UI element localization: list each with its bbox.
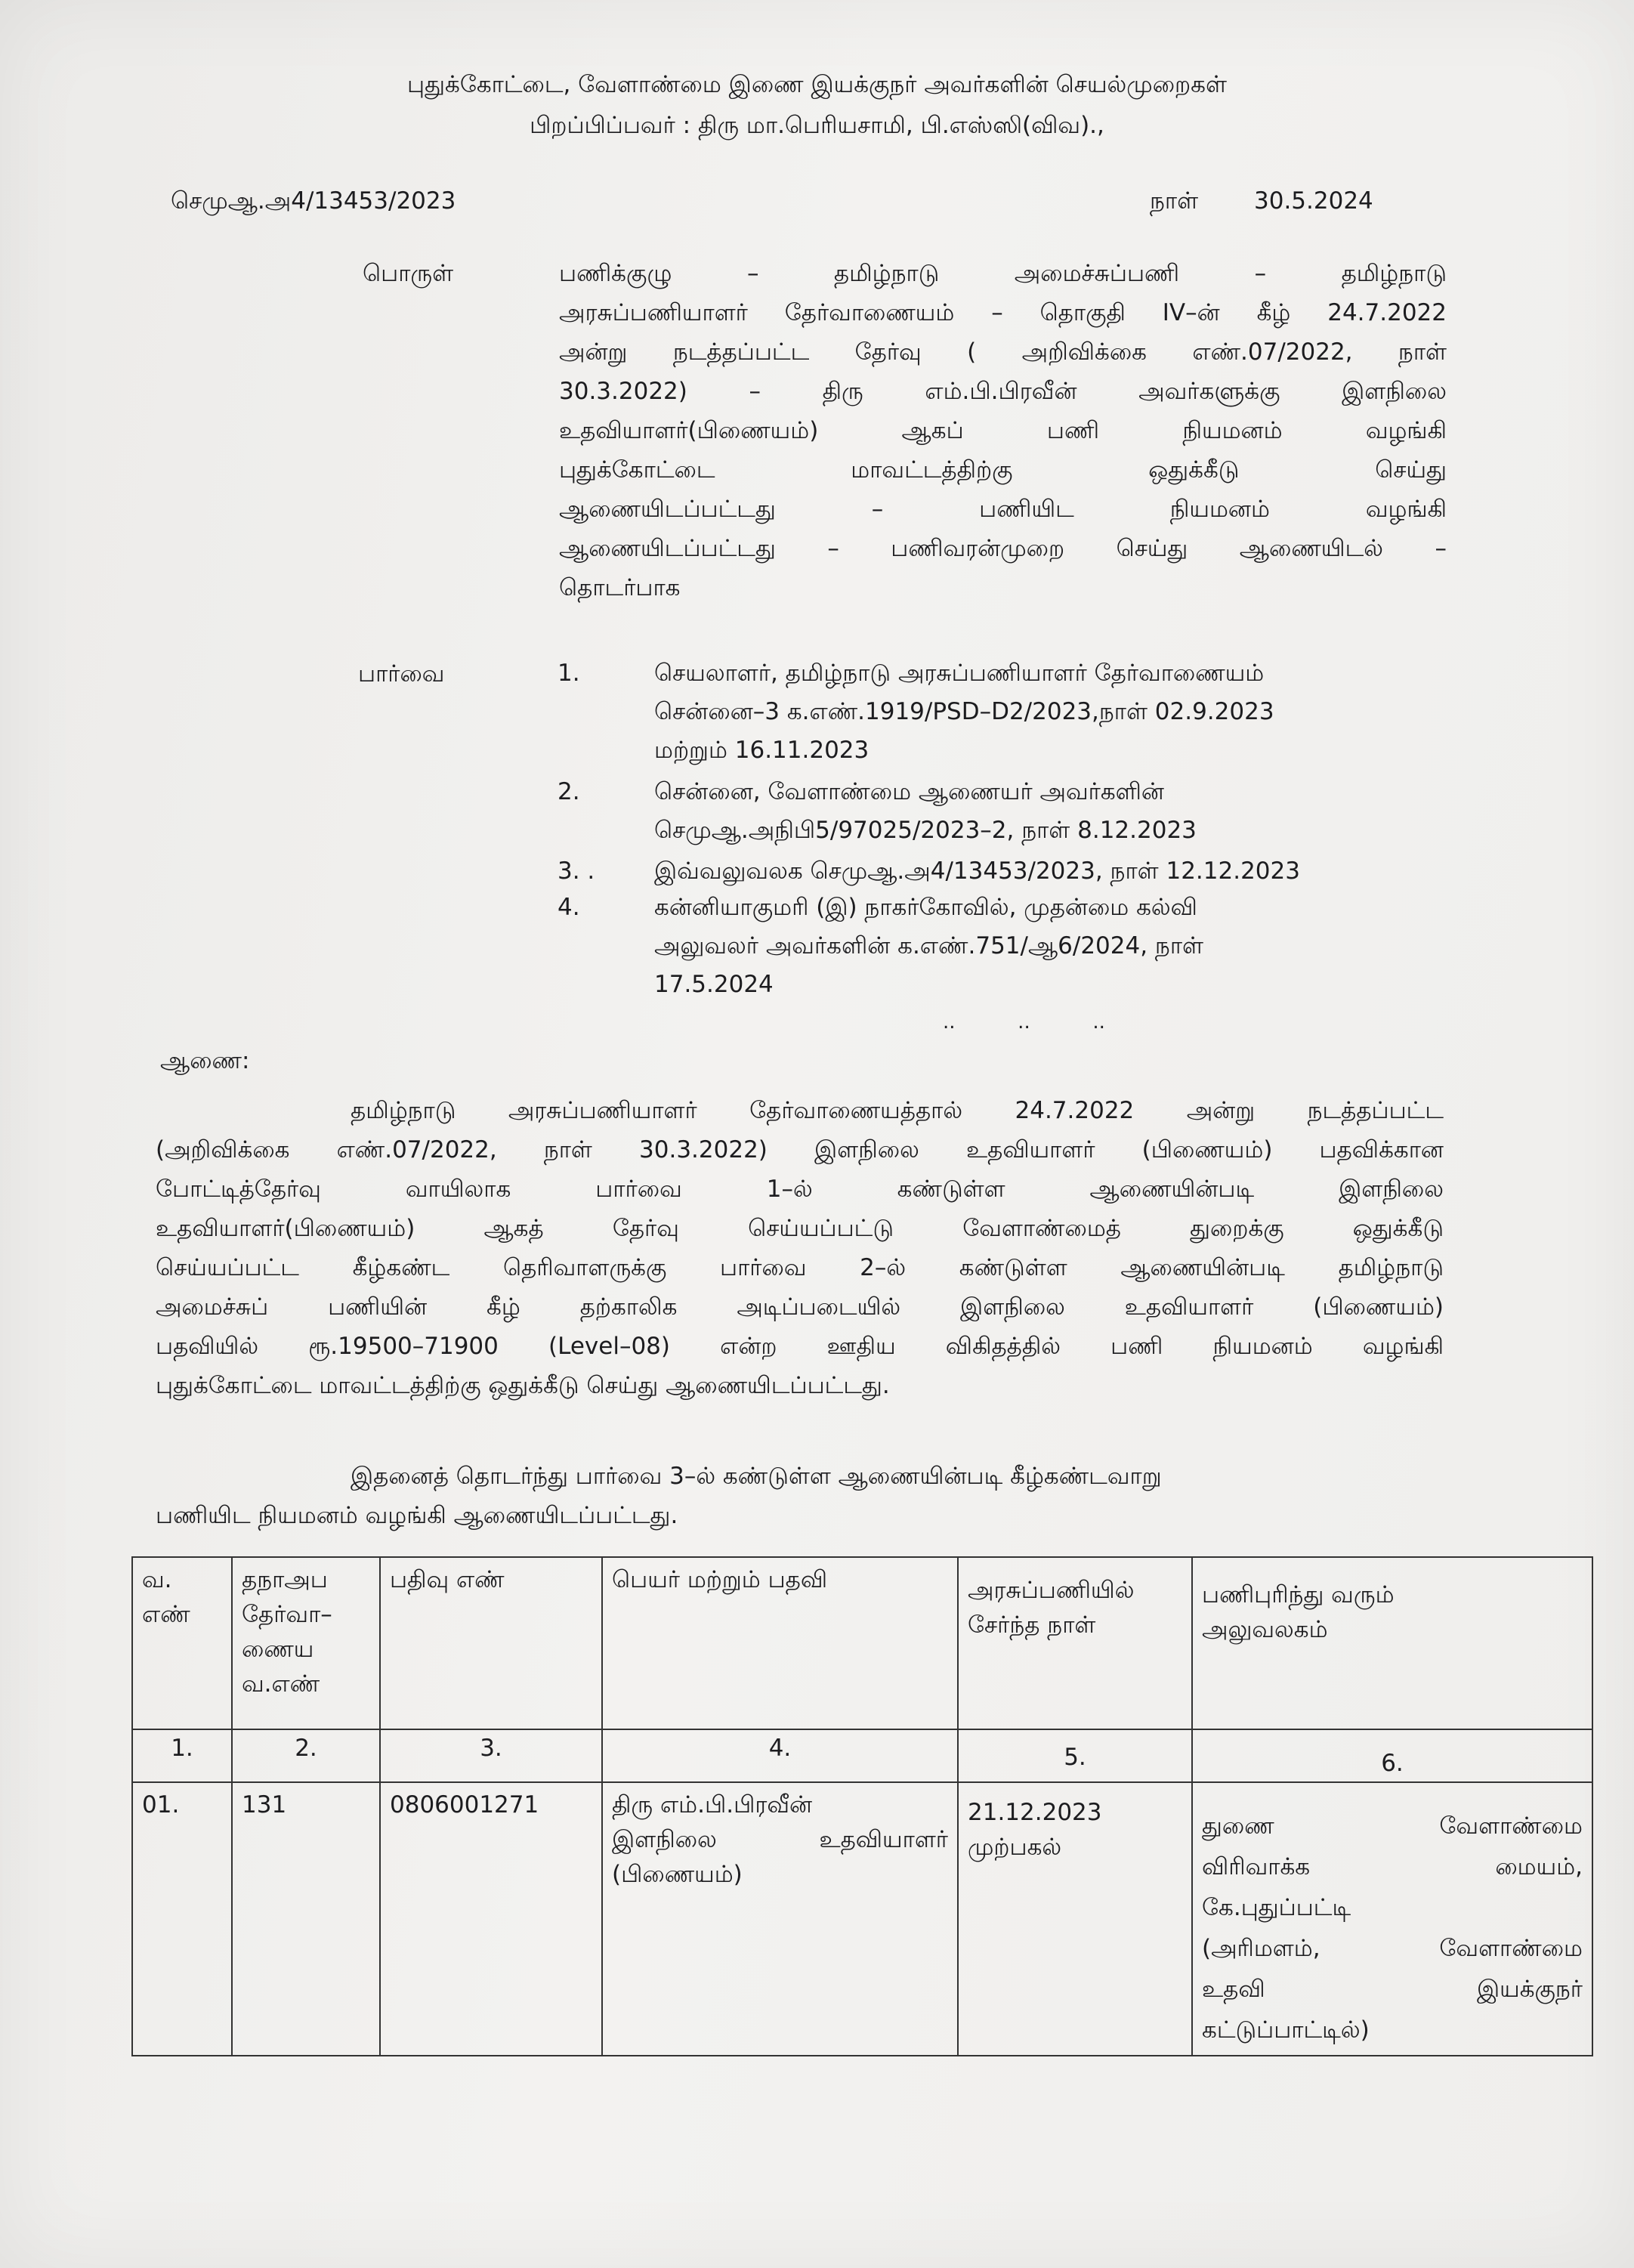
cell-line: (அரிமளம், வேளாண்மை: [1202, 1935, 1583, 1962]
reference-item-4: [654, 888, 1447, 1004]
order-line: போட்டித்தேர்வு வாயிலாக பார்வை 1–ல் கண்டுள்ள ஆணையின்படி இளநிலை: [156, 1176, 1444, 1203]
header-office: [1192, 1557, 1592, 1729]
column-number: 3.: [380, 1729, 602, 1782]
reference-line: செமுஆ.அநிபி5/97025/2023–2, நாள் 8.12.2023: [654, 817, 1197, 844]
reference-number-1: 1.: [558, 660, 580, 687]
subject-label: பொருள்: [363, 260, 454, 287]
cell-line: கே.புதுப்பட்டி: [1202, 1894, 1351, 1921]
column-number: 5.: [958, 1729, 1192, 1782]
header-registration-number: [380, 1557, 602, 1729]
header-tnpsc-number: [232, 1557, 380, 1729]
header-joining-date: [958, 1557, 1192, 1729]
reference-line: இவ்வலுவலக செமுஆ.அ4/13453/2023, நாள் 12.12.2023: [654, 857, 1300, 885]
cell-line: 21.12.2023: [968, 1799, 1102, 1826]
subject-line: தொடர்பாக: [559, 574, 681, 601]
header-line: அலுவலகம்: [1202, 1616, 1328, 1643]
order-line: (அறிவிக்கை எண்.07/2022, நாள் 30.3.2022) இளநிலை உதவியாளர் (பிணையம்) பதவிக்கான: [156, 1136, 1444, 1163]
order-line: செய்யப்பட்ட கீழ்கண்ட தெரிவாளருக்கு பார்வை 2–ல் கண்டுள்ள ஆணையின்படி தமிழ்நாடு: [156, 1254, 1444, 1281]
subject-line: ஆணையிடப்பட்டது – பணியிட நியமனம் வழங்கி: [559, 496, 1447, 523]
header-line: தேர்வா–: [242, 1601, 332, 1628]
header-line: எண்: [142, 1601, 190, 1628]
column-number: 6.: [1192, 1729, 1592, 1782]
subject-line: அன்று நடத்தப்பட்ட தேர்வு ( அறிவிக்கை எண்.07/2022, நாள்: [559, 338, 1447, 366]
cell-line: கட்டுப்பாட்டில்): [1202, 2016, 1370, 2044]
cell-joining-date: [958, 1782, 1192, 2056]
cell-line: முற்பகல்: [968, 1834, 1062, 1861]
cell-name-designation: [602, 1782, 958, 2056]
column-number: 1.: [132, 1729, 232, 1782]
cell-line: துணை வேளாண்மை: [1202, 1812, 1583, 1840]
cell-line: இளநிலை உதவியாளர்: [612, 1826, 948, 1853]
header-line: வ.: [142, 1566, 172, 1593]
order-line: புதுக்கோட்டை மாவட்டத்திற்கு ஒதுக்கீடு செய்து ஆணையிடப்பட்டது.: [156, 1372, 890, 1399]
reference-line: சென்னை, வேளாண்மை ஆணையர் அவர்களின்: [654, 778, 1164, 805]
subject-line: பணிக்குழு – தமிழ்நாடு அமைச்சுப்பணி – தமிழ்நாடு: [559, 260, 1447, 287]
column-number: 4.: [602, 1729, 958, 1782]
order-paragraph-1: [156, 1091, 1444, 1405]
cell-line: விரிவாக்க மையம்,: [1202, 1853, 1583, 1880]
table-header-row: [132, 1557, 1592, 1729]
header-line: வ.எண்: [242, 1670, 320, 1698]
subject-block: [559, 254, 1447, 607]
header-line: ணைய: [242, 1636, 314, 1663]
cell-office: [1192, 1782, 1592, 2056]
cell-line: உதவி இயக்குநர்: [1202, 1976, 1583, 2003]
order-line: தமிழ்நாடு அரசுப்பணியாளர் தேர்வாணையத்தால் 24.7.2022 அன்று நடத்தப்பட்ட: [351, 1097, 1444, 1124]
reference-line: மற்றும் 16.11.2023: [654, 737, 870, 764]
order-label: ஆணை:: [160, 1047, 250, 1074]
header-serial-number: [132, 1557, 232, 1729]
cell-line: (பிணையம்): [612, 1861, 743, 1888]
references-label: பார்வை: [358, 660, 445, 688]
subject-line: அரசுப்பணியாளர் தேர்வாணையம் – தொகுதி IV–ன் கீழ் 24.7.2022: [559, 299, 1447, 326]
reference-line: கன்னியாகுமரி (இ) நாகர்கோவில், முதன்மை கல்வி: [654, 894, 1197, 921]
subject-line: உதவியாளர்(பிணையம்) ஆகப் பணி நியமனம் வழங்கி: [559, 417, 1447, 444]
order-line: பதவியில் ரூ.19500–71900 (Level–08) என்ற ஊதிய விகிதத்தில் பணி நியமனம் வழங்கி: [156, 1333, 1444, 1360]
reference-item-1: [654, 654, 1447, 770]
date-value: 30.5.2024: [1254, 187, 1373, 215]
reference-line: செயலாளர், தமிழ்நாடு அரசுப்பணியாளர் தேர்வாணையம்: [654, 660, 1265, 687]
table-row: [132, 1782, 1592, 2056]
header-line: பதிவு எண்: [390, 1566, 505, 1593]
reference-number-3: 3. .: [558, 857, 595, 885]
reference-line: 17.5.2024: [654, 971, 774, 998]
cell-line: திரு எம்.பி.பிரவீன்: [612, 1791, 813, 1818]
reference-line: அலுவலர் அவர்களின் க.எண்.751/ஆ6/2024, நாள்: [654, 932, 1203, 959]
subject-line: 30.3.2022) – திரு எம்.பி.பிரவீன் அவர்களுக்கு இளநிலை: [559, 378, 1447, 405]
header-name-designation: [602, 1557, 958, 1729]
posting-table: [131, 1556, 1593, 2056]
column-number-row: [132, 1729, 1592, 1782]
reference-number: செமுஆ.அ4/13453/2023: [171, 187, 456, 215]
header-line: தநாஅப: [242, 1566, 328, 1593]
subject-line: புதுக்கோட்டை மாவட்டத்திற்கு ஒதுக்கீடு செய்து: [559, 456, 1447, 484]
reference-number-4: 4.: [558, 894, 580, 921]
issuer-line: பிறப்பிப்பவர் : திரு மா.பெரியசாமி, பி.எஸ்ஸி(விவ).,: [530, 112, 1104, 139]
office-title: புதுக்கோட்டை, வேளாண்மை இணை இயக்குநர் அவர்களின் செயல்முறைகள்: [407, 71, 1227, 98]
header-line: சேர்ந்த நாள்: [968, 1611, 1096, 1639]
reference-number-2: 2.: [558, 778, 580, 805]
header-line: பெயர் மற்றும் பதவி: [612, 1566, 828, 1593]
reference-line: சென்னை–3 க.எண்.1919/PSD–D2/2023,நாள் 02.9.2023: [654, 698, 1274, 725]
order-line: பணியிட நியமனம் வழங்கி ஆணையிடப்பட்டது.: [156, 1502, 678, 1529]
order-line: உதவியாளர்(பிணையம்) ஆகத் தேர்வு செய்யப்பட்டு வேளாண்மைத் துறைக்கு ஒதுக்கீடு: [156, 1215, 1444, 1242]
column-number: 2.: [232, 1729, 380, 1782]
order-line: இதனைத் தொடர்ந்து பார்வை 3–ல் கண்டுள்ள ஆணையின்படி கீழ்கண்டவாறு: [351, 1463, 1162, 1490]
order-line: அமைச்சுப் பணியின் கீழ் தற்காலிக அடிப்படையில் இளநிலை உதவியாளர் (பிணையம்): [156, 1293, 1444, 1321]
reference-item-2: [654, 773, 1447, 850]
reference-item-3: [654, 852, 1447, 891]
ditto-marks: .. .. ..: [943, 1011, 1105, 1034]
order-paragraph-2: [156, 1457, 1402, 1535]
date-label: நாள்: [1150, 187, 1199, 215]
cell-tnpsc-number: 131: [232, 1782, 380, 2056]
header-line: பணிபுரிந்து வரும்: [1202, 1581, 1395, 1608]
cell-serial-number: 01.: [132, 1782, 232, 2056]
header-line: அரசுப்பணியில்: [968, 1577, 1135, 1604]
subject-line: ஆணையிடப்பட்டது – பணிவரன்முறை செய்து ஆணையிடல் –: [559, 535, 1447, 562]
cell-registration-number: 0806001271: [380, 1782, 602, 2056]
